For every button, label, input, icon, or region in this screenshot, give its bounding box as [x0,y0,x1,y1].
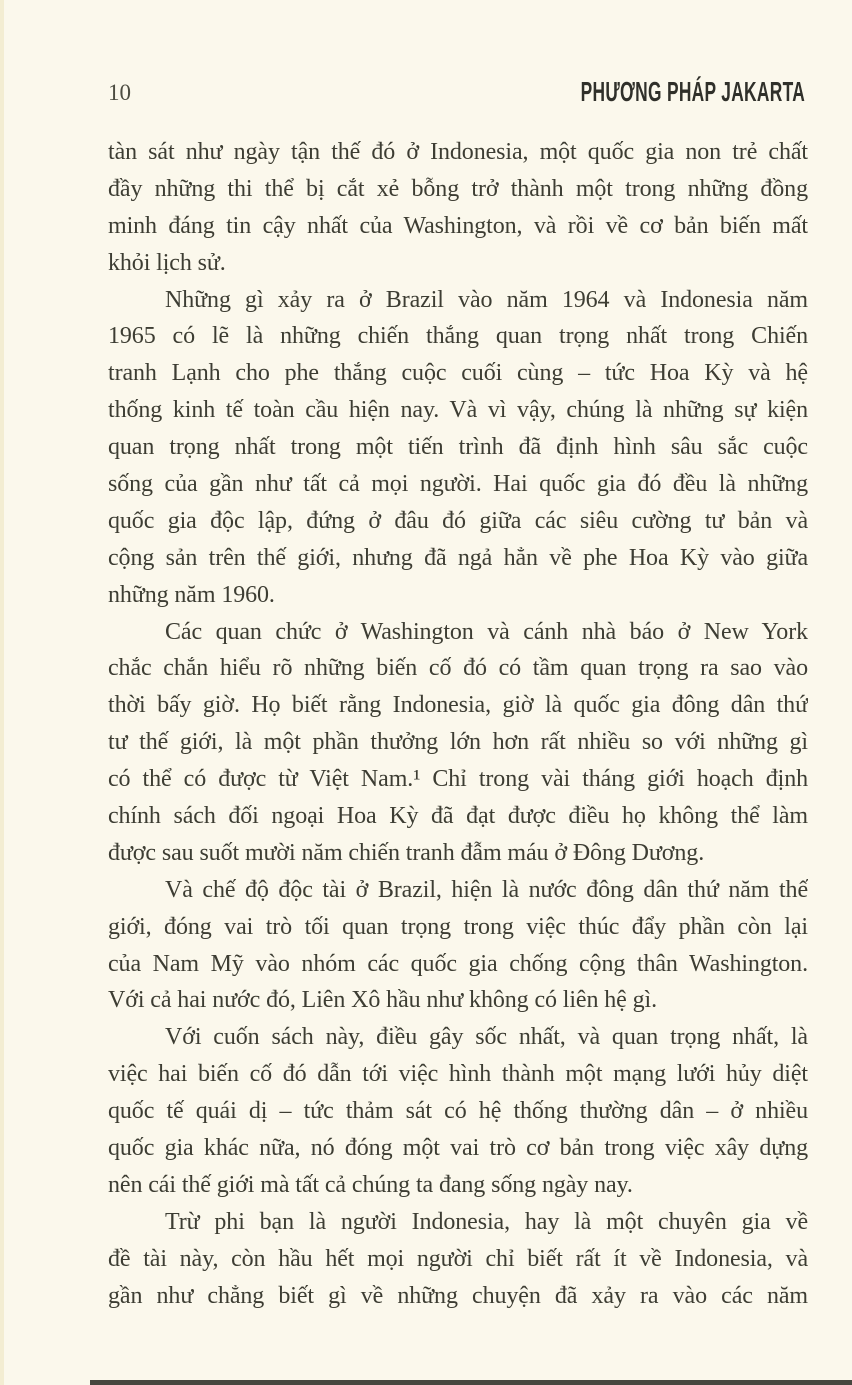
text-line: nên cái thế giới mà tất cả chúng ta đang sống ngày nay. [108,1171,633,1198]
text-line: thống kinh tế toàn cầu hiện nay. Và vì vậy, chúng là những sự kiện [108,397,808,424]
text-line: Trừ phi bạn là người Indonesia, hay là một chuyên gia về [165,1208,808,1235]
text-line: Với cả hai nước đó, Liên Xô hầu như không có liên hệ gì. [108,987,658,1014]
text-line: của Nam Mỹ vào nhóm các quốc gia chống cộng thân Washington. [108,950,808,977]
text-line: thời bấy giờ. Họ biết rằng Indonesia, giờ là quốc gia đông dân thứ [108,692,808,719]
text-line: gần như chẳng biết gì về những chuyện đã xảy ra vào các năm [108,1282,808,1309]
text-line: chắc chắn hiểu rõ những biến cố đó có tầm quan trọng ra sao vào [108,655,808,682]
scan-edge-artifact [90,1380,852,1385]
text-line: giới, đóng vai trò tối quan trọng trong việc thúc đẩy phần còn lại [108,913,808,940]
text-line: sống của gần như tất cả mọi người. Hai quốc gia đó đều là những [108,471,808,498]
text-line: Với cuốn sách này, điều gây sốc nhất, và quan trọng nhất, là [165,1024,808,1051]
text-line: tư thế giới, là một phần thưởng lớn hơn rất nhiều so với những gì [108,729,808,756]
text-line: quốc tế quái dị – tức thảm sát có hệ thống thường dân – ở nhiều [108,1098,808,1125]
paragraph [108,614,808,872]
text-line: quan trọng nhất trong một tiến trình đã định hình sâu sắc cuộc [108,434,808,461]
paragraph [108,872,808,1020]
text-line: có thể có được từ Việt Nam.¹ Chỉ trong vài tháng giới hoạch định [108,766,808,793]
text-line: Các quan chức ở Washington và cánh nhà báo ở New York [165,618,808,645]
running-head-title: PHƯƠNG PHÁP JAKARTA [580,76,805,107]
text-line: Những gì xảy ra ở Brazil vào năm 1964 và Indonesia năm [165,286,808,313]
text-line: đầy những thi thể bị cắt xẻ bỗng trở thành một trong những đồng [108,175,808,202]
paragraph [108,1019,808,1203]
text-line: 1965 có lẽ là những chiến thắng quan trọng nhất trong Chiến [108,323,808,350]
text-line: việc hai biến cố đó dẫn tới việc hình thành một mạng lưới hủy diệt [108,1061,808,1088]
text-line: đề tài này, còn hầu hết mọi người chỉ biết rất ít về Indonesia, và [108,1245,808,1272]
page-body [108,134,808,1315]
paragraph [108,134,808,282]
paragraph [108,1204,808,1315]
text-line: tàn sát như ngày tận thế đó ở Indonesia, một quốc gia non trẻ chất [108,139,808,165]
text-line: những năm 1960. [108,581,275,608]
text-line: chính sách đối ngoại Hoa Kỳ đã đạt được điều họ không thể làm [108,803,808,830]
text-line: cộng sản trên thế giới, nhưng đã ngả hẳn về phe Hoa Kỳ vào giữa [108,544,808,571]
paragraph [108,282,808,614]
page-number: 10 [108,80,131,105]
text-line: Và chế độ độc tài ở Brazil, hiện là nước đông dân thứ năm thế [165,876,808,903]
text-line: quốc gia độc lập, đứng ở đâu đó giữa các siêu cường tư bản và [108,507,808,534]
text-line: tranh Lạnh cho phe thắng cuộc cuối cùng – tức Hoa Kỳ và hệ [108,360,808,387]
text-line: minh đáng tin cậy nhất của Washington, và rồi về cơ bản biến mất [108,212,808,239]
text-line: được sau suốt mười năm chiến tranh đẫm máu ở Đông Dương. [108,839,705,866]
text-line: quốc gia khác nữa, nó đóng một vai trò cơ bản trong việc xây dựng [108,1135,808,1162]
text-line: khỏi lịch sử. [108,249,226,276]
